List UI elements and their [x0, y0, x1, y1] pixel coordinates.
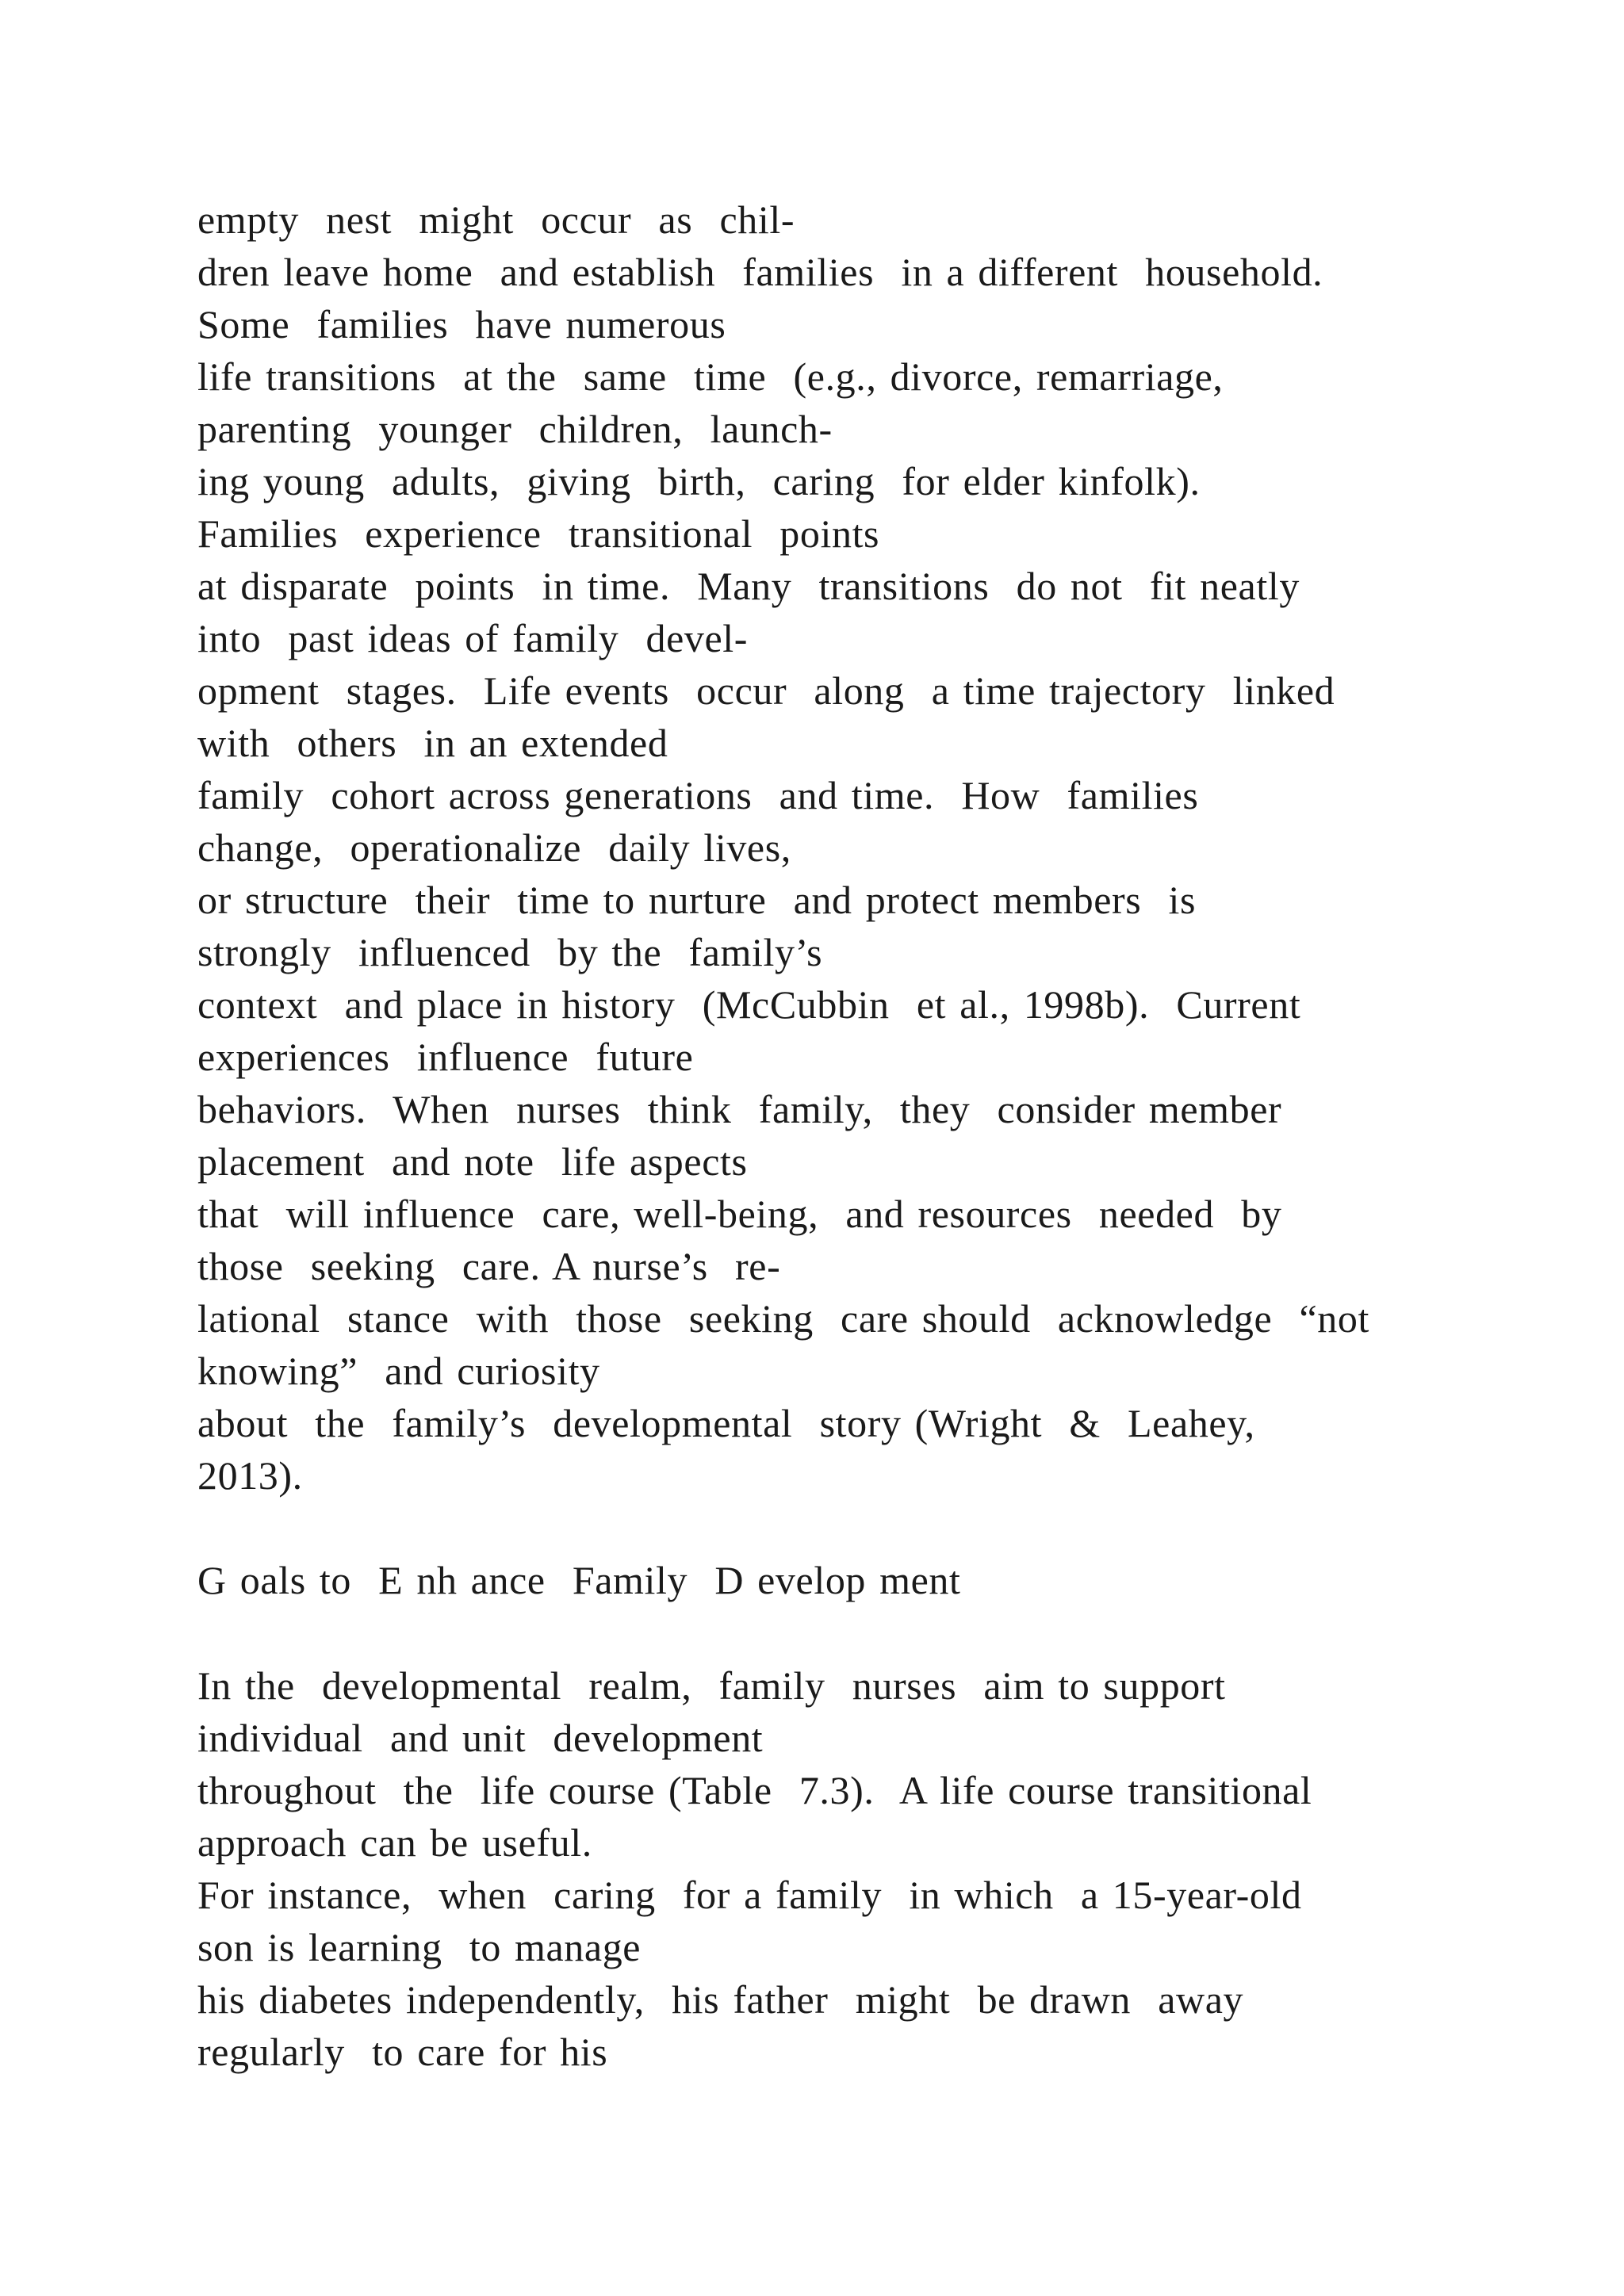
text-line: into past ideas of family devel- — [197, 616, 749, 660]
text-line: dren leave home and establish families in a different household. — [197, 250, 1323, 294]
text-line: those seeking care. A nurse’s re- — [197, 1244, 781, 1288]
paragraph-developmental-realm — [197, 1659, 1545, 2078]
text-line: life transitions at the same time (e.g., divorce, remarriage, — [197, 354, 1224, 399]
text-line: ing young adults, giving birth, caring for elder kinfolk). — [197, 459, 1201, 503]
text-line: his diabetes independently, his father might be drawn away — [197, 1977, 1244, 2022]
text-line: about the family’s developmental story (Wright & Leahey, — [197, 1401, 1255, 1445]
text-line: change, operationalize daily lives, — [197, 825, 791, 870]
text-line: empty nest might occur as chil- — [197, 197, 795, 242]
text-line: context and place in history (McCubbin et al., 1998b). Current — [197, 982, 1301, 1027]
text-line: Families experience transitional points — [197, 511, 880, 556]
text-line: knowing” and curiosity — [197, 1349, 600, 1393]
text-line: approach can be useful. — [197, 1820, 592, 1865]
text-line: placement and note life aspects — [197, 1139, 748, 1184]
text-line: behaviors. When nurses think family, they consider member — [197, 1087, 1282, 1131]
text-line: throughout the life course (Table 7.3). A life course transitional — [197, 1768, 1312, 1812]
text-line: Some families have numerous — [197, 302, 726, 346]
text-line: that will influence care, well-being, and resources needed by — [197, 1192, 1282, 1236]
text-line: with others in an extended — [197, 721, 668, 765]
text-line: opment stages. Life events occur along a time trajectory linked — [197, 668, 1335, 713]
text-line: parenting younger children, launch- — [197, 407, 833, 451]
text-line: or structure their time to nurture and protect members is — [197, 878, 1197, 922]
section-heading — [197, 1554, 1545, 1606]
text-line: regularly to care for his — [197, 2030, 608, 2074]
text-line: son is learning to manage — [197, 1925, 642, 1969]
text-line: For instance, when caring for a family in which a 15-year-old — [197, 1873, 1302, 1917]
text-line: individual and unit development — [197, 1716, 764, 1760]
text-line: experiences influence future — [197, 1035, 694, 1079]
section-heading-text: G oals to E nh ance Family D evelop ment — [197, 1558, 961, 1602]
paragraph-family-transitions — [197, 193, 1545, 1502]
text-line: lational stance with those seeking care should acknowledge “not — [197, 1296, 1369, 1341]
text-line: In the developmental realm, family nurses aim to support — [197, 1663, 1226, 1708]
text-line: strongly influenced by the family’s — [197, 930, 823, 974]
text-line: family cohort across generations and time. How families — [197, 773, 1199, 817]
text-line: 2013). — [197, 1453, 303, 1498]
text-line: at disparate points in time. Many transitions do not fit neatly — [197, 564, 1300, 608]
